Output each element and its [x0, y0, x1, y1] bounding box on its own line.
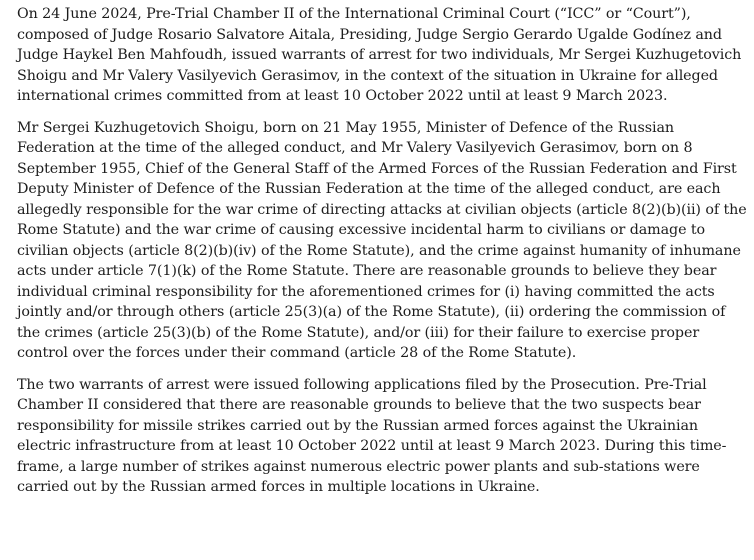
- paragraph-missile-strikes: The two warrants of arrest were issued following applications filed by the Prosecution. Pre-Trial Chamber II considered that there are reasonable grounds to believe that the two suspects bear responsibility for missile strikes carried out by the Russian armed forces against the Ukrainian electric infrastructure from at least 10 October 2022 until at least 9 March 2023. During this time-frame, a large number of strikes against numerous electric power plants and sub-stations were carried out by the Russian armed forces in multiple locations in Ukraine.: [17, 376, 727, 495]
- document-body: [17, 4, 747, 509]
- paragraph-alleged-responsibility: Mr Sergei Kuzhugetovich Shoigu, born on 21 May 1955, Minister of Defence of the Russian Federation at the time of the alleged conduct, and Mr Valery Vasilyevich Gerasimov, born on 8 September 1955, Chief of the General Staff of the Armed Forces of the Russian Federation and First Deputy Minister of Defence of the Russian Federation at the time of the alleged conduct, are each allegedly responsible for the war crime of directing attacks at civilian objects (article 8(2)(b)(ii) of the Rome Statute) and the war crime of causing excessive incidental harm to civilians or damage to civilian objects (article 8(2)(b)(iv) of the Rome Statute), and the crime against humanity of inhumane acts under article 7(1)(k) of the Rome Statute. There are reasonable grounds to believe they bear individual criminal responsibility for the aforementioned crimes for (i) having committed the acts jointly and/or through others (article 25(3)(a) of the Rome Statute), (ii) ordering the commission of the crimes (article 25(3)(b) of the Rome Statute), and/or (iii) for their failure to exercise proper control over the forces under their command (article 28 of the Rome Statute).: [17, 119, 747, 361]
- paragraph-warrants-issued: On 24 June 2024, Pre-Trial Chamber II of the International Criminal Court (“ICC” or “Court”), composed of Judge Rosario Salvatore Aitala, Presiding, Judge Sergio Gerardo Ugalde Godínez and Judge Haykel Ben Mahfoudh, issued warrants of arrest for two individuals, Mr Sergei Kuzhugetovich Shoigu and Mr Valery Vasilyevich Gerasimov, in the context of the situation in Ukraine for alleged international crimes committed from at least 10 October 2022 until at least 9 March 2023.: [17, 6, 742, 104]
